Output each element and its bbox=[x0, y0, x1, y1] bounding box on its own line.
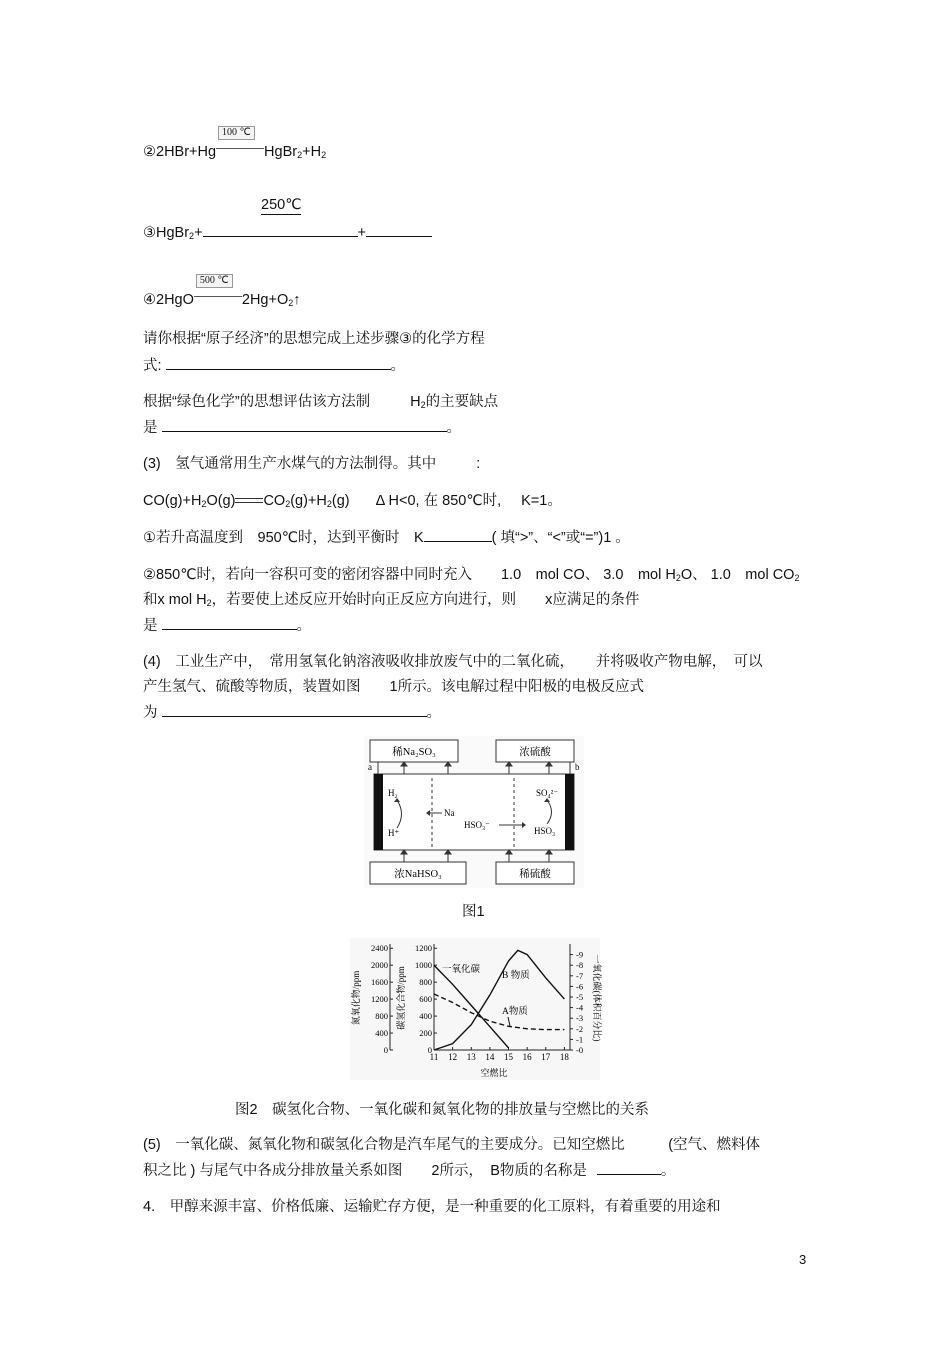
x-tick-label: 14 bbox=[485, 1052, 495, 1062]
paragraph-line bbox=[143, 355, 405, 376]
equation-step-2 bbox=[143, 127, 327, 165]
answer-blank[interactable] bbox=[597, 1160, 661, 1175]
hc-tick-label: 600 bbox=[419, 994, 432, 1005]
text: 的主要缺点 bbox=[425, 394, 499, 410]
nox-axis-label: 氮氧化物/ppm bbox=[351, 970, 361, 1026]
co-tick-label: -5 bbox=[576, 992, 584, 1002]
subscript: 2 bbox=[201, 499, 207, 509]
terminal-a: a bbox=[368, 762, 372, 772]
text: O、 1.0 mol CO bbox=[680, 567, 795, 583]
answer-blank[interactable] bbox=[166, 355, 391, 370]
label-na: Na bbox=[444, 808, 455, 818]
text: 为 bbox=[143, 705, 158, 721]
text: K=1。 bbox=[521, 493, 562, 509]
text: ②850℃时，若向一容积可变的密闭容器中同时充入 1.0 mol CO、 3.0 mol H bbox=[143, 567, 676, 583]
subscript: 2 bbox=[189, 231, 195, 241]
text: 和x mol H bbox=[143, 592, 207, 608]
co-tick-label: -3 bbox=[576, 1013, 584, 1024]
text: ，若要使上述反应开始时向正反应方向进行，则 x应满足的条件 bbox=[211, 592, 640, 608]
paragraph-line bbox=[143, 417, 461, 438]
question-4-line3 bbox=[143, 702, 441, 723]
label-hso3: HSO₃ bbox=[534, 826, 556, 836]
eq-text: +H bbox=[302, 144, 322, 160]
label-h2: H₂ bbox=[388, 788, 398, 798]
question-5-line1: (5) 一氧化碳、氮氧化物和碳氢化合物是汽车尾气的主要成分。已知空燃比 (空气、燃料体 bbox=[143, 1137, 761, 1153]
text: 式: bbox=[143, 358, 162, 374]
text: 。 bbox=[426, 705, 441, 721]
x-tick-label: 18 bbox=[559, 1052, 569, 1062]
right-electrode bbox=[565, 774, 574, 850]
answer-blank[interactable] bbox=[424, 527, 492, 542]
x-tick-label: 13 bbox=[466, 1052, 476, 1062]
nox-tick-label: 0 bbox=[383, 1045, 388, 1055]
answer-blank[interactable] bbox=[162, 702, 427, 717]
subscript: 2 bbox=[288, 298, 294, 308]
text: (g) bbox=[331, 493, 350, 509]
answer-blank[interactable] bbox=[162, 615, 297, 630]
text: 。 bbox=[446, 420, 461, 436]
text: (3) 氢气通常用生产水煤气的方法制得。其中 bbox=[143, 456, 437, 472]
eq-text: + bbox=[194, 225, 203, 241]
subscript: 2 bbox=[420, 400, 426, 410]
text: 根据“绿色化学”的思想评估该方法制 bbox=[143, 394, 371, 410]
subscript: 2 bbox=[297, 150, 303, 160]
text: ( 填“>”、“<”或“=”)1 。 bbox=[491, 530, 630, 546]
question-3-2-answer bbox=[143, 615, 311, 636]
eq-text: ④2HgO bbox=[143, 292, 194, 308]
condition-label: 100 ℃ bbox=[218, 126, 255, 140]
subscript: 2 bbox=[794, 573, 800, 583]
nox-tick-label: 2400 bbox=[371, 943, 388, 954]
label-bottom-right: 稀硫酸 bbox=[519, 869, 551, 880]
co-tick-label: -2 bbox=[576, 1023, 584, 1034]
series-co-label: 一氧化碳 bbox=[442, 965, 481, 975]
series-b-label: B 物质 bbox=[502, 971, 530, 981]
series-a-label: A物质 bbox=[502, 1007, 528, 1017]
eq-text: ③HgBr bbox=[143, 225, 190, 241]
co-tick-label: -4 bbox=[576, 1002, 584, 1013]
nox-tick-label: 800 bbox=[375, 1011, 388, 1022]
nox-tick-label: 2000 bbox=[371, 960, 388, 971]
eq-text: 2Hg+O bbox=[241, 292, 289, 308]
hc-tick-label: 400 bbox=[419, 1011, 432, 1022]
answer-blank[interactable] bbox=[162, 417, 447, 432]
text: CO(g)+H bbox=[143, 493, 202, 509]
hc-tick-label: 1200 bbox=[415, 943, 432, 954]
label-top-left: 稀Na₂SO₃ bbox=[392, 747, 436, 758]
x-tick-label: 16 bbox=[522, 1052, 532, 1062]
x-tick-label: 11 bbox=[429, 1052, 439, 1062]
label-top-right: 浓硫酸 bbox=[519, 747, 551, 758]
co-tick-label: -7 bbox=[576, 970, 584, 981]
text: CO bbox=[263, 493, 286, 509]
paragraph-line bbox=[143, 392, 498, 415]
equation-step-3 bbox=[143, 222, 432, 246]
subscript: 2 bbox=[675, 573, 681, 583]
eq-text: HgBr bbox=[264, 144, 298, 160]
x-tick-label: 12 bbox=[448, 1052, 458, 1062]
figure-1-caption: 图1 bbox=[462, 904, 485, 920]
equation-step-4 bbox=[143, 275, 301, 313]
text: H bbox=[410, 394, 421, 410]
hc-tick-label: 200 bbox=[419, 1028, 432, 1039]
text: Δ H<0, 在 850℃时, bbox=[375, 493, 502, 509]
figure-2-emission-chart bbox=[350, 938, 600, 1080]
question-5-line2 bbox=[143, 1160, 675, 1181]
text: 积之比 ) 与尾气中各成分排放量关系如图 2所示， B物质的名称是 bbox=[143, 1163, 587, 1179]
question-4-methanol: 4. 甲醇来源丰富、价格低廉、运输贮存方便，是一种重要的化工原料，有着重要的用途和 bbox=[143, 1199, 721, 1215]
condition-arrow bbox=[194, 275, 242, 304]
paragraph-text: 请你根据“原子经济”的思想完成上述步骤③的化学方程 bbox=[143, 331, 485, 347]
hc-tick-label: 800 bbox=[419, 977, 432, 988]
co-tick-label: -8 bbox=[576, 960, 584, 971]
question-3-intro bbox=[143, 454, 480, 474]
eq-text: ↑ bbox=[293, 292, 301, 308]
figure-1-electrolysis-diagram bbox=[364, 736, 584, 888]
x-axis-label: 空燃比 bbox=[480, 1068, 508, 1078]
condition-arrow bbox=[216, 127, 264, 156]
co-tick-label: -1 bbox=[576, 1034, 584, 1045]
x-tick-label: 17 bbox=[541, 1052, 551, 1062]
subscript: 2 bbox=[326, 499, 332, 509]
terminal-b: b bbox=[575, 762, 580, 772]
condition-250: 250℃ bbox=[261, 197, 302, 213]
question-3-2 bbox=[143, 565, 799, 588]
eq-text: ②2HBr+Hg bbox=[143, 144, 217, 160]
hc-tick-label: 0 bbox=[427, 1045, 432, 1055]
question-4-line2: 产生氢气、硫酸等物质，装置如图 1所示。该电解过程中阳极的电极反应式 bbox=[143, 679, 645, 695]
hc-tick-label: 1000 bbox=[415, 960, 432, 971]
answer-blank[interactable] bbox=[366, 222, 432, 237]
question-3-1 bbox=[143, 527, 630, 548]
text: ①若升高温度到 950℃时，达到平衡时 K bbox=[143, 530, 424, 546]
text: : bbox=[476, 456, 481, 472]
figure-2-caption: 图2 碳氢化合物、一氧化碳和氮氧化物的排放量与空燃比的关系 bbox=[235, 1102, 650, 1118]
x-tick-label: 15 bbox=[504, 1052, 514, 1062]
label-hso3-minus: HSO₃⁻ bbox=[464, 820, 490, 830]
subscript: 2 bbox=[321, 150, 327, 160]
text: 。 bbox=[390, 358, 406, 374]
text: 是 bbox=[143, 420, 158, 436]
text: 。 bbox=[296, 618, 311, 634]
nox-tick-label: 1200 bbox=[371, 994, 388, 1005]
left-electrode bbox=[374, 774, 383, 850]
co-tick-label: -0 bbox=[576, 1045, 584, 1055]
hc-axis-label: 碳氢化合物/ppm bbox=[396, 966, 406, 1030]
subscript: 2 bbox=[285, 499, 291, 509]
co-axis-label: 一氧化碳(体积百分比) bbox=[592, 954, 602, 1042]
equilibrium-arrow-icon bbox=[235, 496, 263, 506]
text: 是 bbox=[143, 618, 158, 634]
co-tick-label: -6 bbox=[576, 981, 584, 992]
label-bottom-left: 浓NaHSO₃ bbox=[394, 869, 442, 880]
text: O(g) bbox=[206, 493, 236, 509]
answer-blank[interactable] bbox=[203, 222, 358, 237]
co-tick-label: -9 bbox=[576, 949, 584, 960]
nox-tick-label: 1600 bbox=[371, 977, 388, 988]
question-4-line1: (4) 工业生产中， 常用氢氧化钠溶液吸收排放废气中的二氧化硫， 并将吸收产物电解， 可以 bbox=[143, 654, 763, 670]
eq-text: + bbox=[357, 225, 366, 241]
page-number: 3 bbox=[799, 1252, 807, 1267]
label-so4: SO₄²⁻ bbox=[536, 788, 559, 798]
subscript: 2 bbox=[206, 598, 212, 608]
condition-label: 500 ℃ bbox=[196, 274, 233, 288]
text: (g)+H bbox=[290, 493, 327, 509]
label-hplus: H⁺ bbox=[388, 828, 400, 838]
text: 。 bbox=[660, 1163, 676, 1179]
nox-tick-label: 400 bbox=[375, 1028, 388, 1039]
question-3-equation bbox=[143, 491, 562, 514]
question-3-2-cont bbox=[143, 590, 639, 613]
